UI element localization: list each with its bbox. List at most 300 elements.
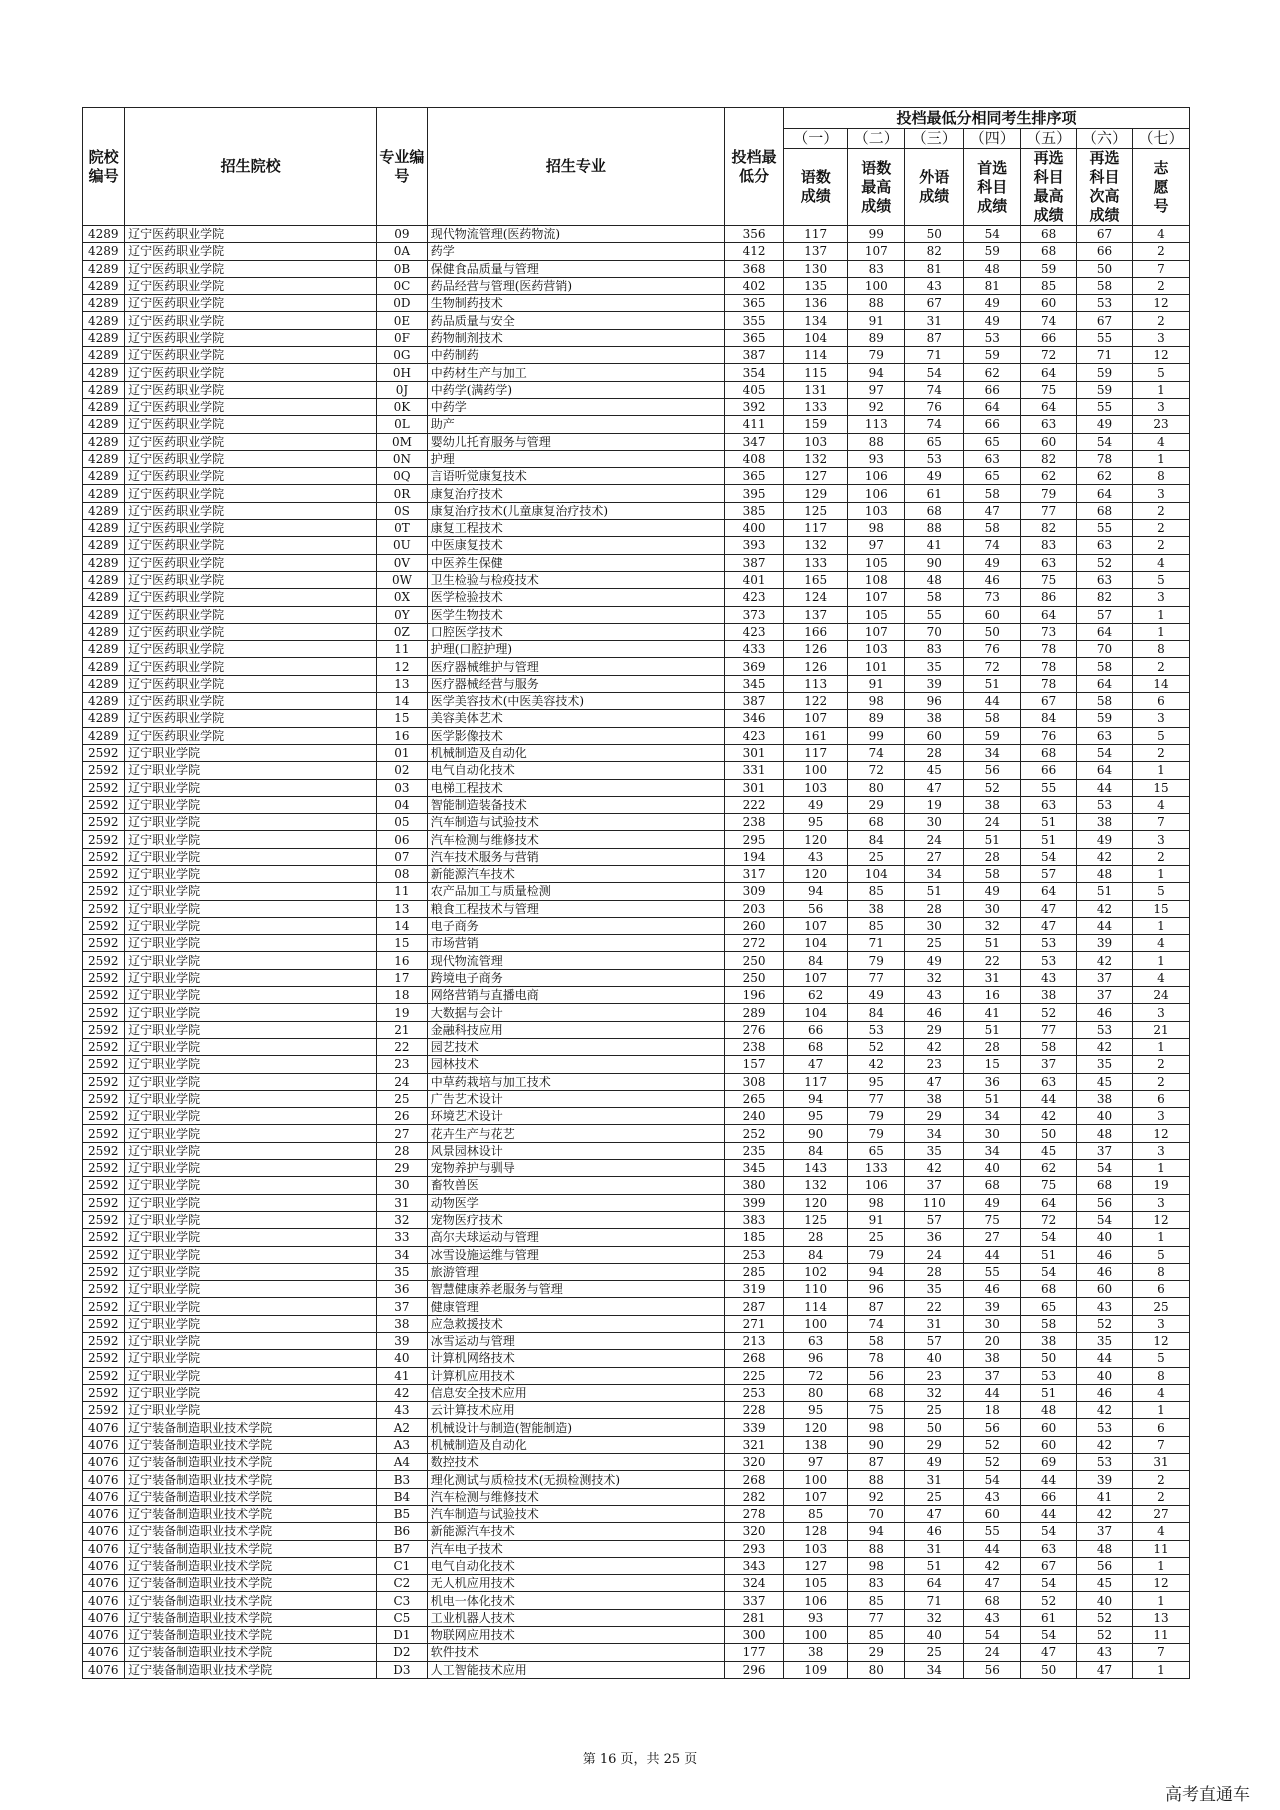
cell-t7: 23 [1132, 416, 1189, 433]
cell-t4: 81 [964, 277, 1021, 294]
cell-t1: 107 [784, 917, 848, 934]
cell-t1: 38 [784, 1644, 848, 1661]
cell-min-score: 343 [725, 1557, 784, 1574]
cell-t6: 44 [1077, 917, 1133, 934]
cell-t3: 81 [905, 260, 964, 277]
cell-school-name: 辽宁医药职业学院 [125, 502, 377, 519]
cell-school-name: 辽宁医药职业学院 [125, 381, 377, 398]
header-tiebreak-label: 再选科目次高成绩 [1077, 149, 1133, 226]
cell-t4: 24 [964, 1644, 1021, 1661]
table-row [83, 450, 1190, 467]
table-row [83, 848, 1190, 865]
cell-major-code: 15 [377, 935, 428, 952]
cell-t4: 28 [964, 848, 1021, 865]
cell-t5: 68 [1021, 1281, 1077, 1298]
cell-school-name: 辽宁医药职业学院 [125, 312, 377, 329]
table-row [83, 1108, 1190, 1125]
cell-t7: 7 [1132, 1436, 1189, 1453]
cell-t5: 73 [1021, 623, 1077, 640]
cell-min-score: 225 [725, 1367, 784, 1384]
cell-t4: 28 [964, 1038, 1021, 1055]
cell-school-name: 辽宁医药职业学院 [125, 260, 377, 277]
cell-t4: 32 [964, 917, 1021, 934]
cell-min-score: 228 [725, 1402, 784, 1419]
cell-major-code: 35 [377, 1263, 428, 1280]
cell-school-name: 辽宁职业学院 [125, 900, 377, 917]
cell-school-code: 2592 [83, 1263, 125, 1280]
cell-t7: 2 [1132, 520, 1189, 537]
cell-t6: 71 [1077, 347, 1133, 364]
cell-t3: 29 [905, 1108, 964, 1125]
cell-major-code: 31 [377, 1194, 428, 1211]
cell-t7: 15 [1132, 900, 1189, 917]
cell-major-code: 05 [377, 814, 428, 831]
cell-school-name: 辽宁职业学院 [125, 1125, 377, 1142]
cell-t1: 166 [784, 623, 848, 640]
header-tiebreak-num: （一） [784, 129, 848, 149]
cell-min-score: 373 [725, 606, 784, 623]
cell-major-code: 11 [377, 883, 428, 900]
cell-min-score: 321 [725, 1436, 784, 1453]
cell-school-code: 2592 [83, 1211, 125, 1228]
cell-major-name: 应急救援技术 [427, 1315, 724, 1332]
cell-t7: 12 [1132, 1211, 1189, 1228]
table-row [83, 917, 1190, 934]
cell-t6: 37 [1077, 1523, 1133, 1540]
cell-t7: 1 [1132, 623, 1189, 640]
cell-school-name: 辽宁职业学院 [125, 1004, 377, 1021]
cell-t4: 34 [964, 744, 1021, 761]
cell-t3: 34 [905, 1661, 964, 1678]
cell-t1: 127 [784, 468, 848, 485]
cell-t1: 84 [784, 1246, 848, 1263]
cell-t2: 98 [848, 1194, 905, 1211]
cell-school-name: 辽宁医药职业学院 [125, 485, 377, 502]
cell-t7: 1 [1132, 1661, 1189, 1678]
cell-t5: 63 [1021, 796, 1077, 813]
cell-t3: 29 [905, 1021, 964, 1038]
table-row [83, 796, 1190, 813]
header-major-name: 招生专业 [427, 108, 724, 226]
cell-t6: 38 [1077, 814, 1133, 831]
cell-t3: 42 [905, 1038, 964, 1055]
cell-t4: 37 [964, 1367, 1021, 1384]
table-row [83, 1177, 1190, 1194]
cell-t6: 53 [1077, 295, 1133, 312]
cell-major-code: 22 [377, 1038, 428, 1055]
cell-major-code: 38 [377, 1315, 428, 1332]
cell-t3: 31 [905, 312, 964, 329]
table-row [83, 381, 1190, 398]
cell-t1: 102 [784, 1263, 848, 1280]
cell-min-score: 320 [725, 1523, 784, 1540]
cell-school-name: 辽宁职业学院 [125, 1263, 377, 1280]
cell-t2: 84 [848, 1004, 905, 1021]
cell-school-code: 2592 [83, 917, 125, 934]
cell-t5: 58 [1021, 1038, 1077, 1055]
cell-t2: 71 [848, 935, 905, 952]
cell-t3: 58 [905, 589, 964, 606]
cell-t5: 75 [1021, 1177, 1077, 1194]
cell-t5: 64 [1021, 606, 1077, 623]
cell-min-score: 285 [725, 1263, 784, 1280]
cell-major-name: 药学 [427, 243, 724, 260]
cell-min-score: 185 [725, 1229, 784, 1246]
cell-t5: 50 [1021, 1661, 1077, 1678]
cell-school-name: 辽宁医药职业学院 [125, 710, 377, 727]
cell-t4: 66 [964, 416, 1021, 433]
cell-school-name: 辽宁职业学院 [125, 969, 377, 986]
cell-t6: 50 [1077, 260, 1133, 277]
cell-t4: 20 [964, 1333, 1021, 1350]
cell-t4: 65 [964, 433, 1021, 450]
cell-t6: 42 [1077, 1436, 1133, 1453]
cell-t4: 60 [964, 606, 1021, 623]
cell-major-name: 中医康复技术 [427, 537, 724, 554]
table-row [83, 1627, 1190, 1644]
table-row [83, 537, 1190, 554]
cell-t6: 67 [1077, 312, 1133, 329]
cell-t1: 135 [784, 277, 848, 294]
cell-major-code: 0A [377, 243, 428, 260]
table-row [83, 1038, 1190, 1055]
table-row [83, 883, 1190, 900]
cell-major-code: 01 [377, 744, 428, 761]
cell-t2: 90 [848, 1436, 905, 1453]
cell-t2: 106 [848, 485, 905, 502]
table-row [83, 416, 1190, 433]
cell-major-code: 06 [377, 831, 428, 848]
cell-t1: 143 [784, 1160, 848, 1177]
cell-t3: 47 [905, 1073, 964, 1090]
cell-t1: 72 [784, 1367, 848, 1384]
cell-major-name: 中医养生保健 [427, 554, 724, 571]
cell-t1: 107 [784, 969, 848, 986]
cell-major-code: 0C [377, 277, 428, 294]
cell-min-score: 301 [725, 744, 784, 761]
cell-t7: 3 [1132, 1315, 1189, 1332]
cell-t3: 40 [905, 1627, 964, 1644]
cell-t3: 74 [905, 381, 964, 398]
cell-t5: 66 [1021, 329, 1077, 346]
cell-t5: 65 [1021, 1298, 1077, 1315]
cell-school-code: 4289 [83, 589, 125, 606]
cell-t2: 49 [848, 987, 905, 1004]
cell-t1: 120 [784, 1194, 848, 1211]
cell-t7: 1 [1132, 1038, 1189, 1055]
cell-school-name: 辽宁职业学院 [125, 865, 377, 882]
table-row [83, 606, 1190, 623]
cell-school-name: 辽宁职业学院 [125, 1021, 377, 1038]
cell-major-name: 汽车技术服务与营销 [427, 848, 724, 865]
cell-t5: 66 [1021, 762, 1077, 779]
cell-school-code: 2592 [83, 1384, 125, 1401]
cell-school-name: 辽宁装备制造职业技术学院 [125, 1471, 377, 1488]
cell-t7: 8 [1132, 641, 1189, 658]
cell-school-name: 辽宁职业学院 [125, 1056, 377, 1073]
cell-t2: 93 [848, 450, 905, 467]
cell-t7: 3 [1132, 1194, 1189, 1211]
cell-t5: 51 [1021, 814, 1077, 831]
cell-t6: 68 [1077, 502, 1133, 519]
cell-t6: 52 [1077, 1609, 1133, 1626]
cell-major-name: 药品经营与管理(医药营销) [427, 277, 724, 294]
table-row [83, 623, 1190, 640]
cell-t1: 84 [784, 952, 848, 969]
cell-t3: 49 [905, 952, 964, 969]
cell-school-name: 辽宁装备制造职业技术学院 [125, 1644, 377, 1661]
cell-t1: 159 [784, 416, 848, 433]
cell-t5: 52 [1021, 1592, 1077, 1609]
cell-major-code: 17 [377, 969, 428, 986]
cell-t4: 44 [964, 1246, 1021, 1263]
table-row [83, 900, 1190, 917]
cell-school-name: 辽宁职业学院 [125, 1402, 377, 1419]
cell-t5: 38 [1021, 987, 1077, 1004]
cell-t6: 53 [1077, 796, 1133, 813]
cell-t7: 2 [1132, 537, 1189, 554]
cell-major-code: 0S [377, 502, 428, 519]
cell-t4: 16 [964, 987, 1021, 1004]
cell-t3: 23 [905, 1367, 964, 1384]
cell-major-code: 43 [377, 1402, 428, 1419]
cell-school-code: 4289 [83, 381, 125, 398]
cell-t4: 72 [964, 658, 1021, 675]
cell-major-name: 言语听觉康复技术 [427, 468, 724, 485]
cell-major-code: 0J [377, 381, 428, 398]
cell-t4: 43 [964, 1488, 1021, 1505]
cell-t6: 53 [1077, 1454, 1133, 1471]
cell-t6: 39 [1077, 1471, 1133, 1488]
cell-major-name: 人工智能技术应用 [427, 1661, 724, 1678]
cell-t7: 1 [1132, 606, 1189, 623]
cell-t6: 46 [1077, 1263, 1133, 1280]
cell-t2: 80 [848, 1661, 905, 1678]
cell-t6: 48 [1077, 1540, 1133, 1557]
cell-t2: 91 [848, 1211, 905, 1228]
cell-t3: 51 [905, 1557, 964, 1574]
cell-t5: 82 [1021, 520, 1077, 537]
cell-school-code: 2592 [83, 848, 125, 865]
cell-t2: 92 [848, 398, 905, 415]
cell-t5: 47 [1021, 917, 1077, 934]
cell-school-code: 4076 [83, 1488, 125, 1505]
cell-t5: 50 [1021, 1350, 1077, 1367]
table-row [83, 1384, 1190, 1401]
cell-t3: 90 [905, 554, 964, 571]
cell-t4: 40 [964, 1160, 1021, 1177]
cell-t2: 105 [848, 554, 905, 571]
cell-t1: 114 [784, 1298, 848, 1315]
cell-t2: 75 [848, 1402, 905, 1419]
cell-t6: 35 [1077, 1333, 1133, 1350]
cell-t6: 49 [1077, 416, 1133, 433]
cell-t3: 40 [905, 1350, 964, 1367]
cell-t6: 58 [1077, 658, 1133, 675]
cell-t5: 68 [1021, 243, 1077, 260]
cell-t7: 3 [1132, 1142, 1189, 1159]
header-tiebreak-label: 语数成绩 [784, 149, 848, 226]
cell-t5: 78 [1021, 641, 1077, 658]
table-row [83, 1644, 1190, 1661]
cell-t3: 23 [905, 1056, 964, 1073]
cell-t1: 104 [784, 935, 848, 952]
cell-major-name: 动物医学 [427, 1194, 724, 1211]
cell-major-name: 助产 [427, 416, 724, 433]
cell-major-name: 电气自动化技术 [427, 1557, 724, 1574]
cell-t3: 74 [905, 416, 964, 433]
cell-t1: 165 [784, 571, 848, 588]
table-row [83, 485, 1190, 502]
cell-t2: 56 [848, 1367, 905, 1384]
cell-t6: 49 [1077, 831, 1133, 848]
cell-t2: 91 [848, 312, 905, 329]
cell-t5: 86 [1021, 589, 1077, 606]
cell-t6: 40 [1077, 1229, 1133, 1246]
cell-t7: 3 [1132, 710, 1189, 727]
cell-t1: 68 [784, 1038, 848, 1055]
cell-t3: 57 [905, 1211, 964, 1228]
cell-t4: 75 [964, 1211, 1021, 1228]
table-row [83, 502, 1190, 519]
cell-t5: 47 [1021, 1644, 1077, 1661]
cell-t1: 124 [784, 589, 848, 606]
cell-min-score: 157 [725, 1056, 784, 1073]
cell-min-score: 387 [725, 693, 784, 710]
cell-school-code: 4289 [83, 226, 125, 243]
cell-t6: 54 [1077, 433, 1133, 450]
cell-t4: 54 [964, 1471, 1021, 1488]
cell-t7: 4 [1132, 226, 1189, 243]
cell-t7: 6 [1132, 1419, 1189, 1436]
cell-t1: 134 [784, 312, 848, 329]
cell-t3: 71 [905, 1592, 964, 1609]
cell-school-name: 辽宁职业学院 [125, 814, 377, 831]
cell-t7: 4 [1132, 935, 1189, 952]
cell-t6: 55 [1077, 329, 1133, 346]
cell-t2: 99 [848, 727, 905, 744]
cell-t2: 103 [848, 641, 905, 658]
cell-major-name: 医疗器械维护与管理 [427, 658, 724, 675]
cell-major-name: 汽车检测与维修技术 [427, 831, 724, 848]
cell-school-code: 4289 [83, 641, 125, 658]
cell-t3: 55 [905, 606, 964, 623]
cell-school-code: 4076 [83, 1575, 125, 1592]
cell-t3: 57 [905, 1333, 964, 1350]
cell-t7: 12 [1132, 347, 1189, 364]
cell-t6: 35 [1077, 1056, 1133, 1073]
cell-t4: 68 [964, 1592, 1021, 1609]
cell-min-score: 387 [725, 554, 784, 571]
cell-major-name: 农产品加工与质量检测 [427, 883, 724, 900]
cell-min-score: 411 [725, 416, 784, 433]
cell-t2: 70 [848, 1505, 905, 1522]
cell-t7: 19 [1132, 1177, 1189, 1194]
cell-t3: 50 [905, 226, 964, 243]
cell-t1: 84 [784, 1142, 848, 1159]
table-row [83, 987, 1190, 1004]
cell-t4: 49 [964, 1194, 1021, 1211]
cell-t1: 131 [784, 381, 848, 398]
cell-t6: 52 [1077, 1315, 1133, 1332]
cell-t7: 1 [1132, 917, 1189, 934]
table-row [83, 295, 1190, 312]
cell-major-code: B7 [377, 1540, 428, 1557]
cell-t1: 117 [784, 520, 848, 537]
header-tiebreak-label: 语数最高成绩 [848, 149, 905, 226]
cell-major-name: 康复治疗技术 [427, 485, 724, 502]
cell-t2: 53 [848, 1021, 905, 1038]
cell-t3: 34 [905, 865, 964, 882]
cell-t6: 59 [1077, 364, 1133, 381]
cell-t7: 1 [1132, 381, 1189, 398]
cell-major-name: 医疗器械经营与服务 [427, 675, 724, 692]
cell-school-name: 辽宁职业学院 [125, 883, 377, 900]
cell-t4: 63 [964, 450, 1021, 467]
cell-t5: 60 [1021, 1436, 1077, 1453]
cell-t4: 58 [964, 865, 1021, 882]
cell-t6: 37 [1077, 969, 1133, 986]
cell-t2: 25 [848, 1229, 905, 1246]
cell-major-name: 健康管理 [427, 1298, 724, 1315]
table-row [83, 1575, 1190, 1592]
cell-school-code: 2592 [83, 1125, 125, 1142]
cell-t3: 27 [905, 848, 964, 865]
cell-school-code: 4289 [83, 260, 125, 277]
cell-t4: 52 [964, 779, 1021, 796]
cell-school-name: 辽宁职业学院 [125, 952, 377, 969]
cell-t2: 74 [848, 1315, 905, 1332]
table-row [83, 571, 1190, 588]
cell-t3: 25 [905, 1644, 964, 1661]
cell-t2: 108 [848, 571, 905, 588]
cell-t3: 83 [905, 641, 964, 658]
cell-t6: 54 [1077, 744, 1133, 761]
cell-t4: 55 [964, 1523, 1021, 1540]
cell-t4: 15 [964, 1056, 1021, 1073]
cell-min-score: 238 [725, 814, 784, 831]
cell-school-code: 2592 [83, 1021, 125, 1038]
table-row [83, 762, 1190, 779]
cell-t6: 42 [1077, 900, 1133, 917]
cell-t7: 2 [1132, 277, 1189, 294]
cell-t1: 85 [784, 1505, 848, 1522]
cell-school-code: 2592 [83, 1090, 125, 1107]
table-row [83, 226, 1190, 243]
cell-school-code: 2592 [83, 1108, 125, 1125]
cell-school-name: 辽宁职业学院 [125, 796, 377, 813]
cell-t5: 68 [1021, 226, 1077, 243]
cell-t6: 40 [1077, 1367, 1133, 1384]
table-row [83, 312, 1190, 329]
cell-t4: 58 [964, 520, 1021, 537]
cell-t6: 53 [1077, 1021, 1133, 1038]
cell-t2: 77 [848, 969, 905, 986]
cell-t6: 45 [1077, 1073, 1133, 1090]
cell-t4: 65 [964, 468, 1021, 485]
cell-t5: 72 [1021, 1211, 1077, 1228]
cell-t5: 78 [1021, 658, 1077, 675]
cell-t5: 67 [1021, 693, 1077, 710]
cell-t2: 25 [848, 848, 905, 865]
cell-t3: 34 [905, 1125, 964, 1142]
cell-major-name: 旅游管理 [427, 1263, 724, 1280]
cell-t4: 51 [964, 675, 1021, 692]
cell-t1: 125 [784, 502, 848, 519]
cell-major-name: 婴幼儿托育服务与管理 [427, 433, 724, 450]
cell-school-code: 2592 [83, 883, 125, 900]
cell-min-score: 365 [725, 295, 784, 312]
